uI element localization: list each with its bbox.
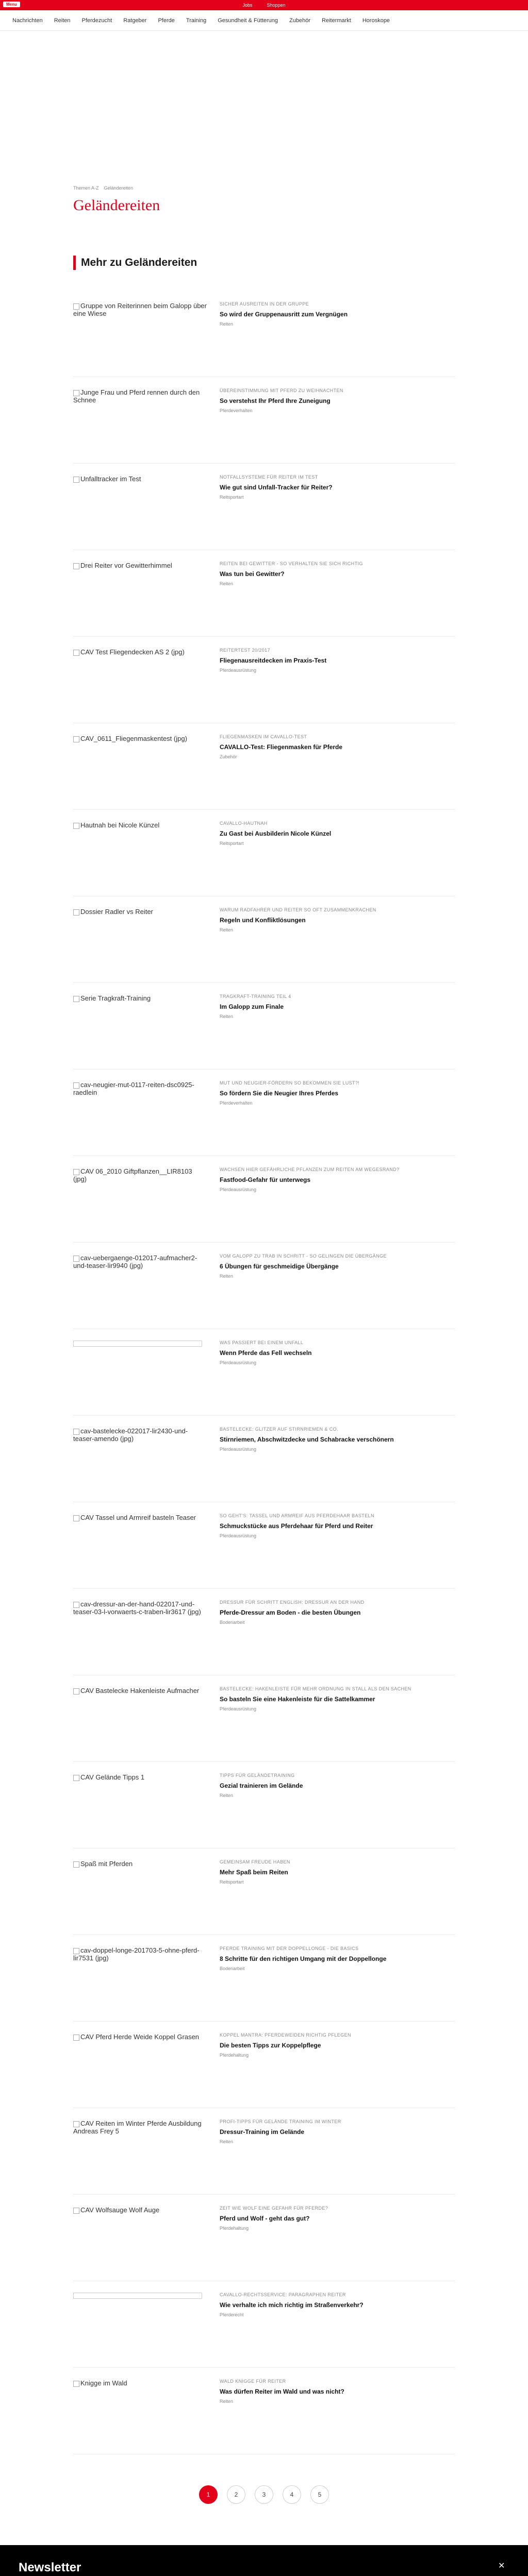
image-alt-text: Hautnah bei Nicole Künzel xyxy=(80,821,160,829)
article-headline[interactable]: Regeln und Konfliktlösungen xyxy=(220,917,306,924)
article-headline[interactable]: 8 Schritte für den richtigen Umgang mit der Doppellonge xyxy=(220,1955,387,1962)
image-placeholder xyxy=(73,2293,202,2299)
article-image[interactable] xyxy=(73,1599,207,1661)
article-image[interactable] xyxy=(73,2205,207,2267)
article-category[interactable]: Zubehör xyxy=(220,754,237,759)
image-alt-text: Unfalltracker im Test xyxy=(80,475,141,483)
article-kicker: PROFI-TIPPS FÜR GELÄNDE TRAINING IM WINTER xyxy=(220,2119,341,2124)
image-alt-text: Serie Tragkraft-Training xyxy=(80,994,151,1002)
article-image[interactable] xyxy=(73,1686,207,1748)
article-content xyxy=(220,1599,455,1675)
article-item[interactable] xyxy=(73,1675,455,1762)
image-alt-text: cav-dressur-an-der-hand-022017-und-teaser-03-l-vorwaerts-c-traben-lir3617 (jpg) xyxy=(73,1600,201,1616)
article-kicker: VOM GALOPP ZU TRAB IN SCHRITT - SO GELINGEN DIE ÜBERGÄNGE xyxy=(220,1253,387,1259)
article-category[interactable]: Reitsportart xyxy=(220,1879,244,1885)
broken-image-icon xyxy=(73,1256,79,1262)
article-headline[interactable]: Wie verhalte ich mich richtig im Straßenverkehr? xyxy=(220,2301,364,2309)
article-headline[interactable]: Was tun bei Gewitter? xyxy=(220,570,285,578)
page-button[interactable]: 5 xyxy=(310,2485,329,2504)
article-content xyxy=(220,734,455,809)
article-headline[interactable]: Stirnriemen, Abschwitzdecke und Schabracke verschönern xyxy=(220,1436,394,1443)
article-kicker: MUT UND NEUGIER-FÖRDERN SO BEKOMMEN SIE LUST?! xyxy=(220,1080,360,1086)
article-headline[interactable]: Gezial trainieren im Gelände xyxy=(220,1782,303,1789)
page-title: Geländereiten xyxy=(73,197,160,214)
article-kicker: TIPPS FÜR GELÄNDETRAINING xyxy=(220,1773,295,1778)
article-headline[interactable]: Mehr Spaß beim Reiten xyxy=(220,1869,288,1876)
image-alt-text: CAV Bastelecke Hakenleiste Aufmacher xyxy=(80,1687,200,1694)
article-content xyxy=(220,1166,455,1242)
image-alt-text: Knigge im Wald xyxy=(80,2379,127,2387)
image-placeholder xyxy=(73,1341,202,1347)
article-content xyxy=(220,1426,455,1502)
article-content xyxy=(220,820,455,896)
top-bar xyxy=(0,0,528,10)
broken-image-icon xyxy=(73,1948,79,1954)
article-kicker: WALD KNIGGE FÜR REITER xyxy=(220,2379,286,2384)
article-content xyxy=(220,2378,455,2454)
article-category[interactable]: Pferdeverhalten xyxy=(220,408,253,413)
close-icon[interactable]: ✕ xyxy=(498,2562,505,2570)
page-button[interactable]: 2 xyxy=(227,2485,245,2504)
article-image[interactable] xyxy=(73,1080,207,1142)
article-kicker: KOPPEL MANTRA: PFERDEWEIDEN RICHTIG PFLEGEN xyxy=(220,2032,351,2038)
article-headline[interactable]: Fastfood-Gefahr für unterwegs xyxy=(220,1176,311,1183)
article-kicker: PFERDE TRAINING MIT DER DOPPELLONGE - DIE BASICS xyxy=(220,1946,359,1951)
nav-item[interactable]: Ratgeber xyxy=(123,17,147,24)
broken-image-icon xyxy=(73,1515,79,1521)
article-headline[interactable]: Pferd und Wolf - geht das gut? xyxy=(220,2215,310,2222)
nav-item[interactable]: Gesundheit & Fütterung xyxy=(218,17,278,24)
article-item[interactable] xyxy=(73,637,455,723)
article-headline[interactable]: Dressur-Training im Gelände xyxy=(220,2128,305,2136)
article-headline[interactable]: CAVALLO-Test: Fliegenmasken für Pferde xyxy=(220,743,343,751)
article-image[interactable] xyxy=(73,2378,207,2440)
article-image[interactable] xyxy=(73,1859,207,1921)
article-headline[interactable]: Die besten Tipps zur Koppelpflege xyxy=(220,2042,321,2049)
article-image[interactable] xyxy=(73,647,207,709)
article-kicker: CAVALLO-RECHTSSERVICE: PARAGRAPHEN REITER xyxy=(220,2292,346,2297)
article-image[interactable] xyxy=(73,2119,207,2180)
article-content xyxy=(220,1340,455,1415)
main-content xyxy=(73,31,455,2504)
article-headline[interactable]: Wie gut sind Unfall-Tracker für Reiter? xyxy=(220,484,333,491)
article-kicker: SICHER AUSREITEN IN DER GRUPPE xyxy=(220,301,309,307)
topbar-link-jobs[interactable]: Jobs xyxy=(242,3,253,8)
breadcrumb xyxy=(73,185,455,191)
image-alt-text: Dossier Radler vs Reiter xyxy=(80,908,153,916)
article-item[interactable] xyxy=(73,377,455,464)
image-alt-text: cav-bastelecke-022017-lir2430-und-teaser-amendo (jpg) xyxy=(73,1427,188,1443)
article-content xyxy=(220,2292,455,2367)
broken-image-icon xyxy=(73,823,79,829)
article-item[interactable] xyxy=(73,1329,455,1416)
image-alt-text: CAV Reiten im Winter Pferde Ausbildung Andreas Frey 5 xyxy=(73,2120,202,2135)
article-kicker: WAS PASSIERT BEI EINEM UNFALL xyxy=(220,1340,304,1345)
article-image[interactable] xyxy=(73,993,207,1055)
article-image[interactable] xyxy=(73,820,207,882)
article-content xyxy=(220,2032,455,2108)
article-item[interactable] xyxy=(73,1589,455,1675)
article-item[interactable] xyxy=(73,723,455,810)
article-item[interactable] xyxy=(73,2195,455,2281)
main-nav xyxy=(0,10,528,31)
article-category[interactable]: Bodenarbeit xyxy=(220,1620,245,1625)
article-category[interactable]: Pferdeausrüstung xyxy=(220,1533,257,1538)
article-content xyxy=(220,561,455,636)
article-headline[interactable]: Zu Gast bei Ausbilderin Nicole Künzel xyxy=(220,830,332,837)
page-button[interactable]: 4 xyxy=(283,2485,301,2504)
article-kicker: DRESSUR FÜR SCHRITT ENGLISH: DRESSUR AN DER HAND xyxy=(220,1600,365,1605)
article-kicker: REITERTEST 20/2017 xyxy=(220,648,270,653)
broken-image-icon xyxy=(73,909,79,916)
breadcrumb-item[interactable]: Themen A-Z xyxy=(73,185,99,191)
article-item[interactable] xyxy=(73,1849,455,1935)
article-image[interactable] xyxy=(73,1166,207,1228)
image-alt-text: CAV_0611_Fliegenmaskentest (jpg) xyxy=(80,735,187,742)
broken-image-icon xyxy=(73,2121,79,2127)
article-content xyxy=(220,1945,455,2021)
broken-image-icon xyxy=(73,1169,79,1175)
article-kicker: WARUM RADFAHRER UND REITER SO OFT ZUSAMMENKRACHEN xyxy=(220,907,376,912)
article-kicker: ÜBEREINSTIMMUNG MIT PFERD ZU WEIHNACHTEN xyxy=(220,388,343,393)
article-category[interactable]: Pferderecht xyxy=(220,2312,244,2317)
article-item[interactable] xyxy=(73,1935,455,2022)
article-item[interactable] xyxy=(73,1243,455,1329)
article-category[interactable]: Reitsportart xyxy=(220,495,244,500)
article-item[interactable] xyxy=(73,896,455,983)
article-image[interactable] xyxy=(73,301,207,363)
image-alt-text: CAV 06_2010 Giftpflanzen__LIR8103 (jpg) xyxy=(73,1167,192,1183)
section-heading xyxy=(73,256,455,270)
article-content xyxy=(220,1772,455,1848)
article-image[interactable] xyxy=(73,1945,207,2007)
broken-image-icon xyxy=(73,2381,79,2387)
image-alt-text: Drei Reiter vor Gewitterhimmel xyxy=(80,562,172,569)
image-alt-text: cav-neugier-mut-0117-reiten-dsc0925-raedlein xyxy=(73,1081,194,1096)
article-item[interactable] xyxy=(73,2368,455,2454)
article-content xyxy=(220,1253,455,1329)
nav-item[interactable]: Pferdezucht xyxy=(81,17,112,24)
article-kicker: WACHSEN HIER GEFÄHRLICHE PFLANZEN ZUM REITEN AM WEGESRAND? xyxy=(220,1167,400,1172)
article-headline[interactable]: Pferde-Dressur am Boden - die besten Übungen xyxy=(220,1609,361,1616)
article-kicker: GEMEINSAM FREUDE HABEN xyxy=(220,1859,290,1865)
article-item[interactable] xyxy=(73,464,455,550)
broken-image-icon xyxy=(73,2035,79,2041)
image-alt-text: Gruppe von Reiterinnen beim Galopp über eine Wiese xyxy=(73,302,207,317)
image-alt-text: cav-doppel-longe-201703-5-ohne-pferd-lir7531 (jpg) xyxy=(73,1946,200,1962)
accent-bar xyxy=(73,256,76,270)
article-content xyxy=(220,387,455,463)
article-category[interactable]: Bodenarbeit xyxy=(220,1966,245,1971)
article-image[interactable] xyxy=(73,1772,207,1834)
article-content xyxy=(220,993,455,1069)
broken-image-icon xyxy=(73,1775,79,1781)
article-kicker: FLIEGENMASKEN IM CAVALLO-TEST xyxy=(220,734,307,739)
nav-item[interactable]: Pferde xyxy=(158,17,175,24)
image-alt-text: CAV Pferd Herde Weide Koppel Grasen xyxy=(80,2033,200,2041)
article-category[interactable]: Reiten xyxy=(220,581,234,586)
article-image[interactable] xyxy=(73,2032,207,2094)
broken-image-icon xyxy=(73,650,79,656)
broken-image-icon xyxy=(73,1082,79,1089)
article-item[interactable] xyxy=(73,1156,455,1243)
article-category[interactable]: Pferdehaltung xyxy=(220,2226,249,2231)
article-headline[interactable]: So wird der Gruppenausritt zum Vergnügen xyxy=(220,311,348,318)
broken-image-icon xyxy=(73,1688,79,1694)
article-item[interactable] xyxy=(73,2022,455,2108)
article-content xyxy=(220,1513,455,1588)
article-image[interactable] xyxy=(73,907,207,969)
article-image[interactable] xyxy=(73,2292,207,2353)
broken-image-icon xyxy=(73,477,79,483)
article-category[interactable]: Reiten xyxy=(220,1793,234,1798)
article-item[interactable] xyxy=(73,2281,455,2368)
article-category[interactable]: Pferdeausrüstung xyxy=(220,1447,257,1452)
broken-image-icon xyxy=(73,1602,79,1608)
article-content xyxy=(220,474,455,550)
article-category[interactable]: Reitsportart xyxy=(220,841,244,846)
article-kicker: CAVALLO-HAUTNAH xyxy=(220,821,268,826)
article-item[interactable] xyxy=(73,983,455,1070)
article-category[interactable]: Reiten xyxy=(220,2139,234,2144)
article-headline[interactable]: Wenn Pferde das Fell wechseln xyxy=(220,1349,312,1357)
article-content xyxy=(220,1859,455,1935)
image-alt-text: CAV Wolfsauge Wolf Auge xyxy=(80,2206,160,2214)
article-content xyxy=(220,1080,455,1156)
image-alt-text: CAV Test Fliegendecken AS 2 (jpg) xyxy=(80,648,185,656)
image-alt-text: CAV Gelände Tipps 1 xyxy=(80,1773,145,1781)
article-image[interactable] xyxy=(73,1426,207,1488)
nav-item[interactable]: Reiten xyxy=(54,17,71,24)
nav-item[interactable]: Horoskope xyxy=(362,17,390,24)
article-content xyxy=(220,301,455,377)
article-item[interactable] xyxy=(73,810,455,896)
topbar-link-shop[interactable]: Shoppen xyxy=(267,3,286,8)
article-image[interactable] xyxy=(73,1513,207,1574)
article-headline[interactable]: 6 Übungen für geschmeidige Übergänge xyxy=(220,1263,339,1270)
article-kicker: TRAGKRAFT-TRAINING TEIL 4 xyxy=(220,994,291,999)
article-kicker: SO GEHT'S: TASSEL UND ARMREIF AUS PFERDEHAAR BASTELN xyxy=(220,1513,374,1518)
image-alt-text: Junge Frau und Pferd rennen durch den Schnee xyxy=(73,388,200,404)
broken-image-icon xyxy=(73,303,79,310)
article-image[interactable] xyxy=(73,561,207,622)
article-category[interactable]: Reiten xyxy=(220,1014,234,1019)
article-item[interactable] xyxy=(73,2108,455,2195)
article-headline[interactable]: So fördern Sie die Neugier Ihres Pferdes xyxy=(220,1090,339,1097)
article-category[interactable]: Pferdehaltung xyxy=(220,2053,249,2058)
article-item[interactable] xyxy=(73,1502,455,1589)
article-headline[interactable]: Fliegenausreitdecken im Praxis-Test xyxy=(220,657,327,664)
article-content xyxy=(220,1686,455,1761)
article-category[interactable]: Pferdeausrüstung xyxy=(220,1187,257,1192)
article-headline[interactable]: So basteln Sie eine Hakenleiste für die Sattelkammer xyxy=(220,1696,375,1703)
article-category[interactable]: Reiten xyxy=(220,321,234,327)
article-kicker: BASTELECKE: HAKENLEISTE FÜR MEHR ORDNUNG IN STALL ALS DEN SACHEN xyxy=(220,1686,411,1691)
broken-image-icon xyxy=(73,736,79,742)
page-button[interactable]: 1 xyxy=(199,2485,218,2504)
article-image[interactable] xyxy=(73,387,207,449)
article-headline[interactable]: Was dürfen Reiter im Wald und was nicht? xyxy=(220,2388,344,2395)
article-item[interactable] xyxy=(73,550,455,637)
newsletter-title: Newsletter xyxy=(19,2561,81,2574)
article-image[interactable] xyxy=(73,1253,207,1315)
nav-item[interactable]: Zubehör xyxy=(289,17,311,24)
article-image[interactable] xyxy=(73,1340,207,1401)
article-image[interactable] xyxy=(73,474,207,536)
article-image[interactable] xyxy=(73,734,207,795)
article-content xyxy=(220,2205,455,2281)
nav-item[interactable]: Nachrichten xyxy=(12,17,43,24)
breadcrumb-item: Geländereiten xyxy=(104,185,134,191)
article-kicker: ZEIT WIE WOLF EINE GEFAHR FÜR PFERDE? xyxy=(220,2206,328,2211)
article-headline[interactable]: So verstehst Ihr Pferd Ihre Zuneigung xyxy=(220,397,331,404)
article-item[interactable] xyxy=(73,1070,455,1156)
broken-image-icon xyxy=(73,1429,79,1435)
article-category[interactable]: Pferdeausrüstung xyxy=(220,1706,257,1711)
article-kicker: REITEN BEI GEWITTER - SO VERHALTEN SIE SICH RICHTIG xyxy=(220,561,363,566)
article-category[interactable]: Reiten xyxy=(220,2399,234,2404)
article-content xyxy=(220,647,455,723)
image-alt-text: CAV Tassel und Armreif basteln Teaser xyxy=(80,1514,196,1521)
article-category[interactable]: Reiten xyxy=(220,1274,234,1279)
newsletter-banner xyxy=(0,2545,528,2576)
article-category[interactable]: Reiten xyxy=(220,927,234,933)
article-category[interactable]: Pferdeausrüstung xyxy=(220,1360,257,1365)
broken-image-icon xyxy=(73,1861,79,1868)
image-alt-text: Spaß mit Pferden xyxy=(80,1860,133,1868)
article-content xyxy=(220,2119,455,2194)
article-item[interactable] xyxy=(73,1416,455,1502)
image-alt-text: cav-uebergaenge-012017-aufmacher2-und-teaser-lir9940 (jpg) xyxy=(73,1254,197,1269)
nav-item[interactable]: Reitermarkt xyxy=(322,17,351,24)
broken-image-icon xyxy=(73,390,79,396)
section-title: Mehr zu Geländereiten xyxy=(81,257,197,268)
article-item[interactable] xyxy=(73,1762,455,1849)
article-category[interactable]: Pferdeverhalten xyxy=(220,1100,253,1106)
menu-button[interactable]: Menu xyxy=(3,2,20,7)
article-list xyxy=(73,291,455,2454)
article-headline[interactable]: Im Galopp zum Finale xyxy=(220,1003,284,1010)
article-category[interactable]: Pferdeausrüstung xyxy=(220,668,257,673)
page-button[interactable]: 3 xyxy=(255,2485,273,2504)
nav-item[interactable]: Training xyxy=(186,17,207,24)
article-kicker: NOTFALLSYSTEME FÜR REITER IM TEST xyxy=(220,474,318,480)
pagination xyxy=(73,2485,455,2504)
article-headline[interactable]: Schmuckstücke aus Pferdehaar für Pferd und Reiter xyxy=(220,1522,373,1530)
broken-image-icon xyxy=(73,996,79,1002)
article-content xyxy=(220,907,455,982)
broken-image-icon xyxy=(73,2208,79,2214)
article-item[interactable] xyxy=(73,291,455,377)
broken-image-icon xyxy=(73,563,79,569)
article-kicker: BASTELECKE: GLITZER AUF STIRNRIEMEN & CO. xyxy=(220,1427,338,1432)
